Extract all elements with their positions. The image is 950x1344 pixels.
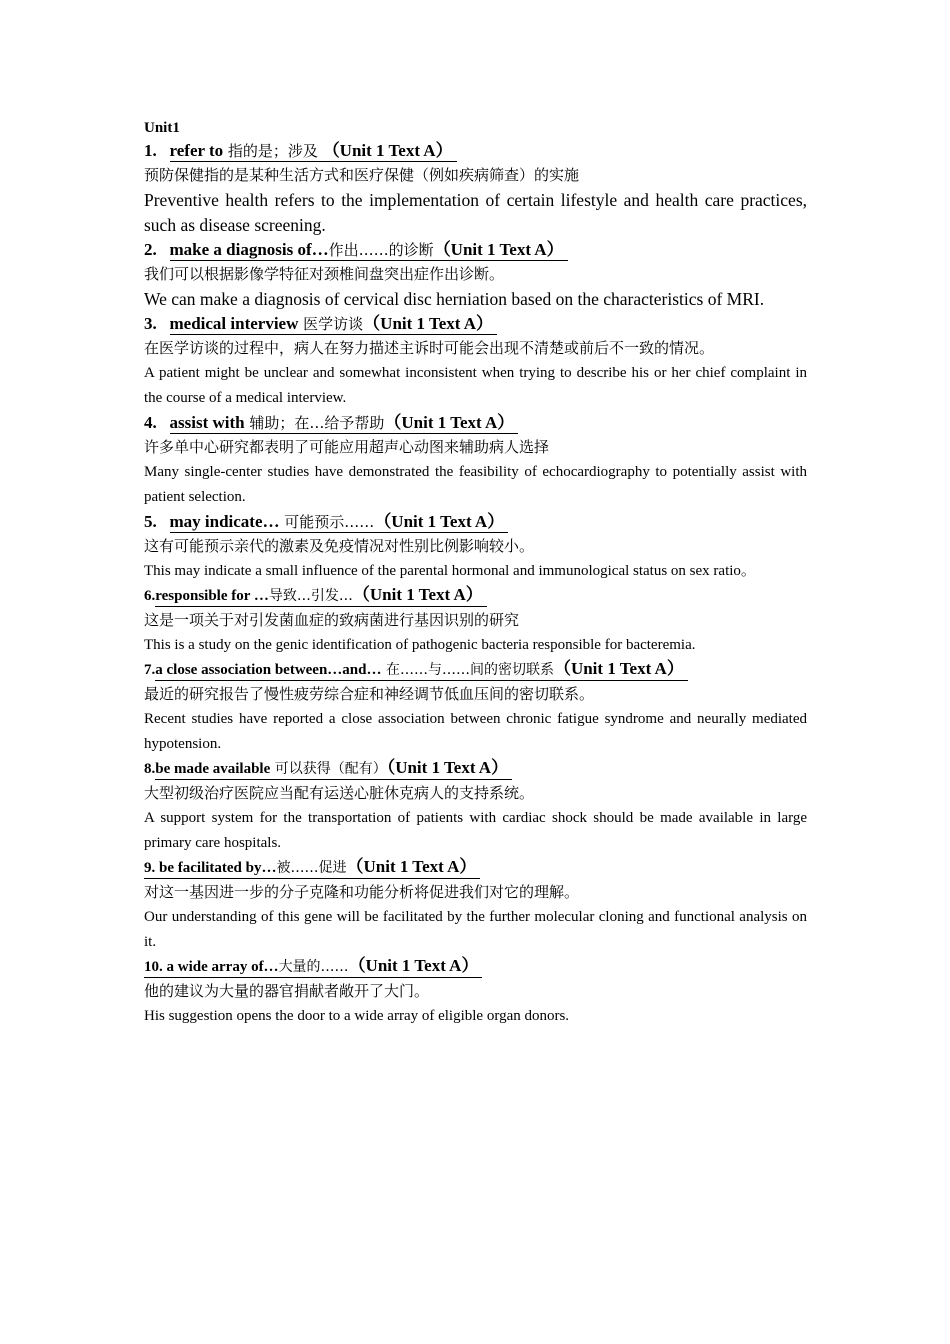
document-page [144, 117, 807, 1029]
entry-heading-underlined [155, 758, 512, 780]
entry-heading-underlined [170, 314, 498, 335]
entry-zh-meaning: 可以获得（配有） [270, 761, 387, 777]
entry-source: （Unit 1 Text A） [433, 240, 564, 259]
example-en: Our understanding of this gene will be facilitated by the further molecular cloning and functional analysis on it. [144, 909, 807, 950]
entry-zh-meaning: 在……与……间的密切联系 [381, 662, 554, 678]
entry-2 [144, 238, 807, 312]
entry-heading-underlined [155, 585, 487, 607]
entry-heading [144, 411, 807, 435]
entry-source: （Unit 1 Text A） [374, 512, 505, 531]
entry-6 [144, 584, 807, 658]
entry-heading [144, 658, 807, 682]
entry-number: 7. [144, 662, 156, 678]
entry-heading [144, 139, 807, 163]
entry-number: 3. [144, 314, 157, 333]
entry-term: medical interview [169, 314, 299, 333]
example-en: We can make a diagnosis of cervical disc herniation based on the characteristics of MRI. [144, 289, 765, 309]
example-en: Preventive health refers to the implementation of certain lifestyle and health care practices, such as disease screening. [144, 190, 807, 235]
entry-source: （Unit 1 Text A） [322, 141, 453, 160]
example-zh: 大型初级治疗医院应当配有运送心脏休克病人的支持系统。 [144, 784, 535, 802]
entry-4 [144, 411, 807, 510]
entry-term: a close association between…and… [155, 662, 382, 678]
entry-zh-meaning: 作出……的诊断 [328, 241, 434, 259]
entry-3 [144, 312, 807, 411]
unit-title: Unit1 [144, 120, 180, 136]
entry-term: assist with [169, 413, 245, 432]
entry-term: may indicate… [169, 512, 280, 531]
entry-term: be facilitated by… [155, 860, 277, 876]
entry-source: （Unit 1 Text A） [553, 659, 684, 678]
entry-number: 4. [144, 413, 157, 432]
example-zh: 预防保健指的是某种生活方式和医疗保健（例如疾病筛查）的实施 [144, 166, 580, 184]
entry-source: （Unit 1 Text A） [384, 413, 515, 432]
example-zh: 这是一项关于对引发菌血症的致病菌进行基因识别的研究 [144, 611, 520, 629]
entry-9 [144, 856, 807, 955]
example-zh: 我们可以根据影像学特征对颈椎间盘突出症作出诊断。 [144, 265, 505, 283]
entry-heading-underlined [155, 659, 688, 681]
example-zh: 在医学访谈的过程中，病人在努力描述主诉时可能会出现不清楚或前后不一致的情况。 [144, 339, 715, 357]
entry-source: （Unit 1 Text A） [348, 956, 479, 975]
example-zh: 这有可能预示亲代的激素及免疫情况对性别比例影响较小。 [144, 537, 535, 555]
entry-10 [144, 955, 807, 1029]
entry-7 [144, 658, 807, 757]
example-en: Many single-center studies have demonstrated the feasibility of echocardiography to potentially assist with patient selection. [144, 464, 807, 505]
entry-number: 10. [144, 959, 163, 975]
entry-8 [144, 757, 807, 856]
example-zh: 许多单中心研究都表明了可能应用超声心动图来辅助病人选择 [144, 438, 550, 456]
entry-zh-meaning: 导致…引发… [268, 588, 353, 604]
entry-heading [144, 584, 807, 608]
example-zh: 最近的研究报告了慢性疲劳综合症和神经调节低血压间的密切联系。 [144, 685, 595, 703]
example-zh: 对这一基因进一步的分子克隆和功能分析将促进我们对它的理解。 [144, 883, 580, 901]
entry-zh-meaning: 辅助；在…给予帮助 [244, 414, 385, 432]
entry-number: 6. [144, 588, 156, 604]
entry-heading-underlined [144, 956, 482, 978]
example-en: A support system for the transportation of patients with cardiac shock should be made available in large primary care hospitals. [144, 810, 807, 851]
entry-1 [144, 139, 807, 238]
entry-number: 2. [144, 240, 157, 259]
entry-number: 8. [144, 761, 156, 777]
entry-source: （Unit 1 Text A） [346, 857, 477, 876]
entry-heading-underlined [170, 141, 457, 162]
example-en: His suggestion opens the door to a wide array of eligible organ donors. [144, 1008, 570, 1024]
entry-heading [144, 238, 807, 262]
entry-heading-underlined [144, 857, 480, 879]
entry-source: （Unit 1 Text A） [352, 585, 483, 604]
entry-heading [144, 312, 807, 336]
entry-heading [144, 856, 807, 880]
entry-zh-meaning: 可能预示…… [279, 513, 375, 531]
entry-heading [144, 757, 807, 781]
entry-source: （Unit 1 Text A） [386, 758, 509, 777]
entry-heading [144, 510, 807, 534]
example-en: A patient might be unclear and somewhat inconsistent when trying to describe his or her chief complaint in the course of a medical interview. [144, 365, 807, 406]
entry-heading-underlined [170, 240, 568, 261]
entry-term: be made available [155, 761, 271, 777]
entry-heading-underlined [170, 512, 509, 533]
entry-number: 5. [144, 512, 157, 531]
entry-5 [144, 510, 807, 584]
entry-term: refer to [169, 141, 224, 160]
entry-term: responsible for … [155, 588, 269, 604]
entry-term: a wide array of… [162, 959, 279, 975]
example-en: This may indicate a small influence of the parental hormonal and immunological status on sex ratio。 [144, 563, 756, 579]
entry-zh-meaning: 指的是；涉及 [223, 142, 323, 160]
entry-number: 1. [144, 141, 157, 160]
entry-zh-meaning: 大量的…… [278, 959, 349, 975]
example-zh: 他的建议为大量的器官捐献者敞开了大门。 [144, 982, 430, 1000]
entry-heading [144, 955, 807, 979]
entry-source: （Unit 1 Text A） [363, 314, 494, 333]
example-en: This is a study on the genic identification of pathogenic bacteria responsible for bacteremia. [144, 637, 696, 653]
example-en: Recent studies have reported a close association between chronic fatigue syndrome and neurally mediated hypotension. [144, 711, 807, 752]
entry-zh-meaning: 医学访谈 [298, 315, 364, 333]
entry-zh-meaning: 被……促进 [276, 860, 347, 876]
entry-heading-underlined [170, 413, 519, 434]
entry-number: 9. [144, 860, 156, 876]
entry-term: make a diagnosis of… [169, 240, 329, 259]
